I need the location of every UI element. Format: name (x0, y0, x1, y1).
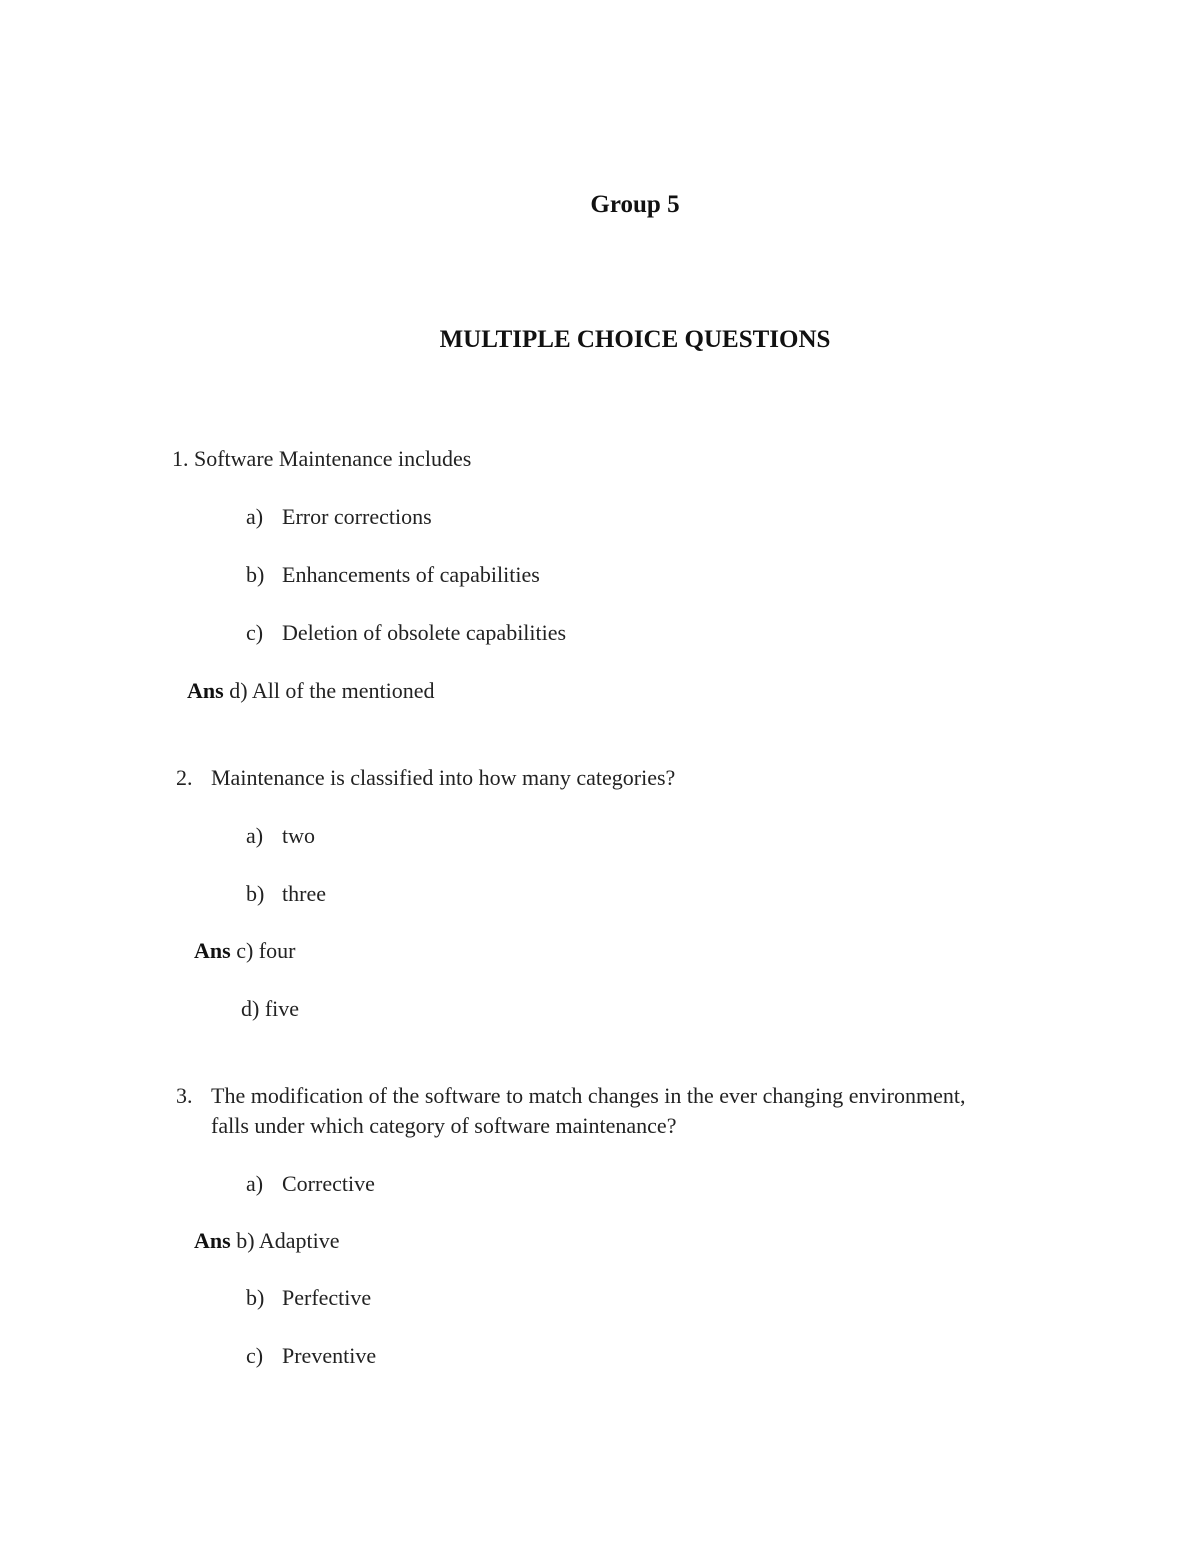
option-item (246, 620, 566, 646)
option-marker: d) (241, 996, 260, 1021)
option-marker: a) (246, 823, 264, 848)
answer-label: Ans (194, 938, 231, 963)
option-text: three (282, 881, 326, 906)
option-marker: b) (246, 1285, 265, 1310)
question-number: 1. (172, 446, 189, 471)
option-text: two (282, 823, 315, 848)
option-item (246, 823, 315, 849)
option-text: Deletion of obsolete capabilities (282, 620, 567, 645)
question-text-line-1: The modification of the software to match changes in the ever changing environment, (211, 1083, 966, 1108)
option-item (246, 881, 326, 907)
group-title: Group 5 (590, 191, 680, 218)
option-marker: b) (246, 562, 265, 587)
answer-marker: d) (229, 678, 248, 703)
question-text: Maintenance is classified into how many categories? (211, 765, 676, 790)
option-text: Enhancements of capabilities (282, 562, 540, 587)
option-text: Corrective (282, 1171, 375, 1196)
option-text: Preventive (282, 1343, 377, 1368)
question-3 (176, 1083, 965, 1109)
answer-text: four (258, 938, 296, 963)
question-3-continuation (211, 1113, 676, 1139)
answer-text: All of the mentioned (251, 678, 435, 703)
option-text: five (264, 996, 300, 1021)
answer-line (187, 678, 435, 704)
option-item (246, 562, 540, 588)
question-text: Software Maintenance includes (194, 446, 472, 471)
section-title: MULTIPLE CHOICE QUESTIONS (439, 326, 831, 353)
option-item (241, 996, 299, 1022)
option-item (246, 1285, 371, 1311)
option-item (246, 1343, 376, 1369)
question-2 (176, 765, 675, 791)
option-marker: a) (246, 504, 264, 529)
answer-marker: b) (236, 1228, 255, 1253)
option-item (246, 504, 432, 530)
answer-line (194, 938, 295, 964)
answer-label: Ans (187, 678, 224, 703)
option-marker: a) (246, 1171, 264, 1196)
option-marker: c) (246, 620, 264, 645)
answer-marker: c) (236, 938, 254, 963)
option-text: Error corrections (282, 504, 432, 529)
question-text-line-2: falls under which category of software maintenance? (211, 1113, 677, 1138)
option-item (246, 1171, 375, 1197)
option-text: Perfective (282, 1285, 372, 1310)
answer-label: Ans (194, 1228, 231, 1253)
question-1 (172, 446, 471, 472)
option-marker: b) (246, 881, 265, 906)
question-number: 2. (176, 765, 193, 790)
question-number: 3. (176, 1083, 193, 1108)
answer-line (194, 1228, 339, 1254)
option-marker: c) (246, 1343, 264, 1368)
answer-text: Adaptive (258, 1228, 340, 1253)
